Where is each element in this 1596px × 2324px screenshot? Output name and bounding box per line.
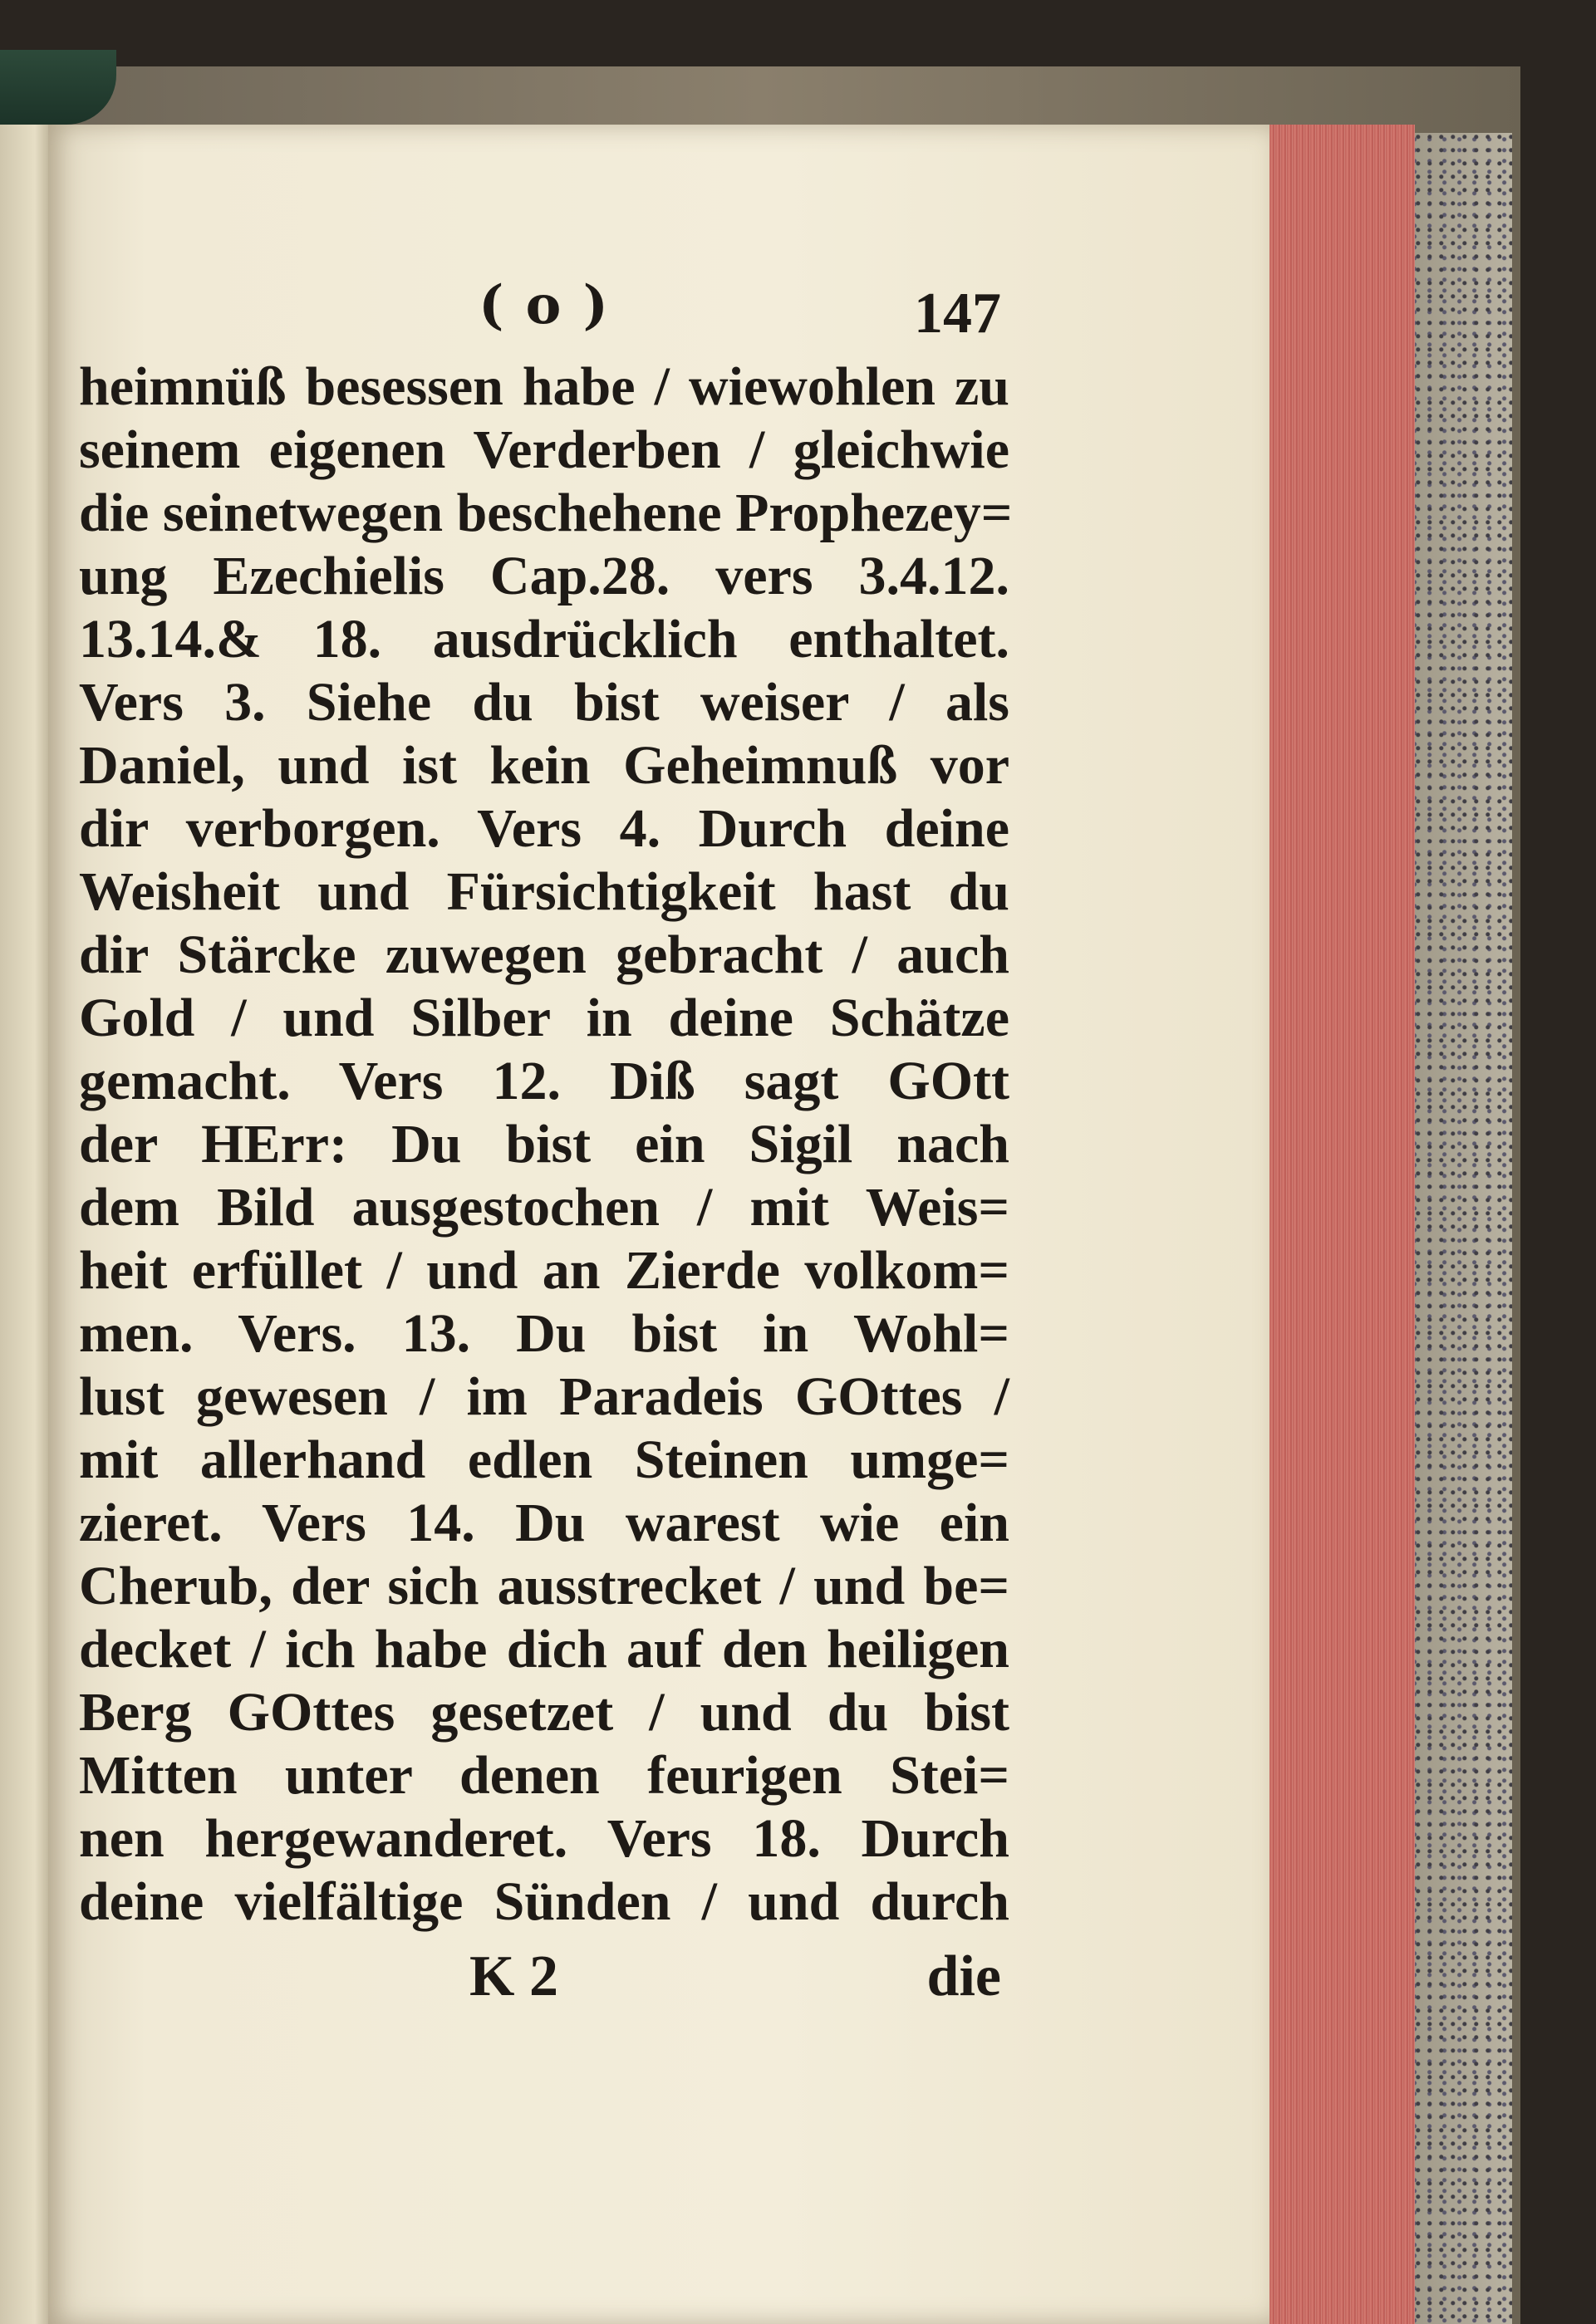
text-line: mit allerhand edlen Steinen umge= xyxy=(79,1429,1009,1490)
text-line: lust gewesen / im Paradeis GOttes / xyxy=(79,1366,1009,1427)
text-line: men. Vers. 13. Du bist in Wohl= xyxy=(79,1303,1009,1364)
text-line: heimnüß besessen habe / wiewohlen zu xyxy=(79,356,1009,417)
text-line: der HErr: Du bist ein Sigil nach xyxy=(79,1114,1009,1174)
text-line: Vers 3. Siehe du bist weiser / als xyxy=(79,672,1009,733)
red-page-edges xyxy=(1269,125,1415,2324)
text-line: Cherub, der sich ausstrecket / und be= xyxy=(79,1556,1009,1616)
text-line: Daniel, und ist kein Geheimnuß vor xyxy=(79,735,1009,796)
text-line: deine vielfältige Sünden / und durch xyxy=(79,1871,1009,1932)
text-line: seinem eigenen Verderben / gleichwie xyxy=(79,419,1009,480)
page-footer xyxy=(79,1939,1009,2013)
text-line: decket / ich habe dich auf den heiligen xyxy=(79,1619,1009,1679)
text-line: Mitten unter denen feurigen Stei= xyxy=(79,1745,1009,1806)
text-line: heit erfüllet / und an Zierde volkom= xyxy=(79,1240,1009,1301)
text-line: Gold / und Silber in deine Schätze xyxy=(79,988,1009,1048)
body-text xyxy=(79,355,1013,1934)
signature-mark: K 2 xyxy=(469,1944,558,2008)
text-line: Berg GOttes gesetzet / und du bist xyxy=(79,1682,1009,1743)
text-line: Weisheit und Fürsichtigkeit hast du xyxy=(79,861,1009,922)
running-head: ( o ) xyxy=(479,274,610,336)
text-line: gemacht. Vers 12. Diß sagt GOtt xyxy=(79,1051,1009,1111)
text-line: dir Stärcke zuwegen gebracht / auch xyxy=(79,924,1009,985)
page-number: 147 xyxy=(914,282,1001,346)
page-header xyxy=(79,266,1009,349)
text-line: zieret. Vers 14. Du warest wie ein xyxy=(79,1493,1009,1553)
text-line: 13.14.& 18. ausdrücklich enthaltet. xyxy=(79,609,1009,669)
marbled-endpaper xyxy=(1404,133,1512,2324)
text-line: die seinetwegen beschehene Prophezey= xyxy=(79,483,1013,543)
page-text-block xyxy=(79,266,1013,2013)
left-page-edge xyxy=(0,125,50,2324)
catchword: die xyxy=(926,1944,1001,2008)
text-line: nen hergewanderet. Vers 18. Durch xyxy=(79,1808,1009,1869)
text-line: ung Ezechielis Cap.28. vers 3.4.12. xyxy=(79,546,1009,606)
text-line: dir verborgen. Vers 4. Durch deine xyxy=(79,798,1009,859)
text-line: dem Bild ausgestochen / mit Weis= xyxy=(79,1177,1009,1238)
